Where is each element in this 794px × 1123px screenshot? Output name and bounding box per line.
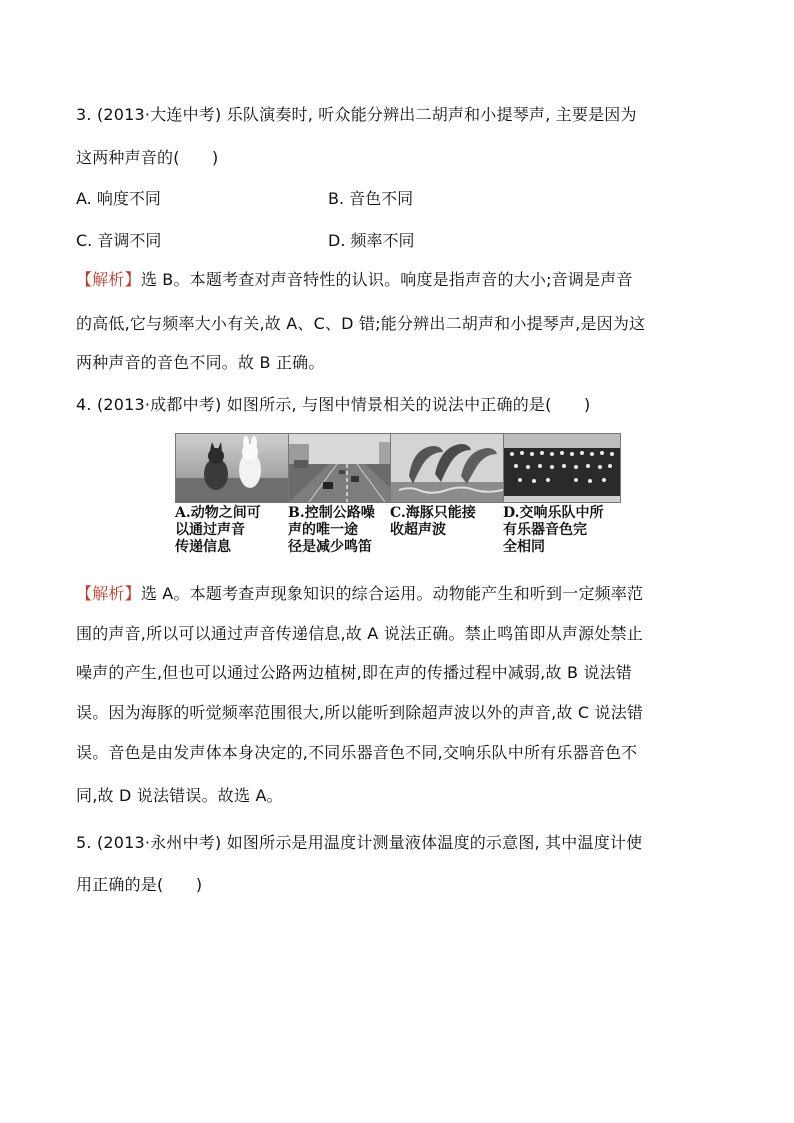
analysis-tag: 【解析】: [76, 584, 141, 603]
q3-option-b: B. 音色不同: [328, 189, 414, 208]
q5-stem-line-2: 用正确的是( ): [76, 875, 203, 894]
figure-d-caption: D.交响乐队中所 有乐器音色完 全相同: [503, 505, 604, 555]
dolphins-photo: [390, 433, 508, 503]
q4-analysis-line-6: 同,故 D 说法错误。故选 A。: [76, 786, 283, 805]
q4-stem-line-1: 4. (2013·成都中考) 如图所示, 与图中情景相关的说法中正确的是( ): [76, 395, 591, 414]
orchestra-photo: [503, 433, 621, 503]
figure-c-caption: C.海豚只能接 收超声波: [390, 505, 476, 538]
analysis-tag: 【解析】: [76, 270, 141, 289]
q3-option-c: C. 音调不同: [76, 231, 162, 250]
q4-analysis-line-3: 噪声的产生,但也可以通过公路两边植树,即在声的传播过程中减弱,故 B 说法错: [76, 663, 633, 682]
highway-photo: [288, 433, 406, 503]
q3-analysis-line-3: 两种声音的音色不同。故 B 正确。: [76, 353, 325, 372]
figure-b-caption: B.控制公路噪 声的唯一途 径是减少鸣笛: [288, 505, 375, 555]
animals-photo: [175, 433, 293, 503]
q3-analysis-text-1: 选 B。本题考查对声音特性的认识。响度是指声音的大小;音调是声音: [140, 270, 633, 289]
q4-analysis-line-2: 围的声音,所以可以通过声音传递信息,故 A 说法正确。禁止鸣笛即从声源处禁止: [76, 624, 643, 643]
q3-stem-line-2: 这两种声音的( ): [76, 148, 219, 167]
q4-analysis-line-5: 误。音色是由发声体本身决定的,不同乐器音色不同,交响乐队中所有乐器音色不: [76, 743, 638, 762]
q4-analysis-line-1: [76, 583, 643, 605]
q3-stem-line-1: 3. (2013·大连中考) 乐队演奏时, 听众能分辨出二胡声和小提琴声, 主要是因为: [76, 105, 637, 124]
q3-analysis-line-2: 的高低,它与频率大小有关,故 A、C、D 错;能分辨出二胡声和小提琴声,是因为这: [76, 314, 646, 333]
q3-option-a: A. 响度不同: [76, 189, 161, 208]
figure-a-caption: A.动物之间可 以通过声音 传递信息: [175, 505, 261, 555]
q4-analysis-text-1: 选 A。本题考查声现象知识的综合运用。动物能产生和听到一定频率范: [140, 584, 644, 603]
q3-option-d: D. 频率不同: [328, 231, 415, 250]
q4-figure-row: [171, 433, 631, 573]
q4-analysis-line-4: 误。因为海豚的听觉频率范围很大,所以能听到除超声波以外的声音,故 C 说法错: [76, 703, 644, 722]
q3-analysis-line-1: [76, 269, 633, 291]
q5-stem-line-1: 5. (2013·永州中考) 如图所示是用温度计测量液体温度的示意图, 其中温度计使: [76, 833, 643, 852]
